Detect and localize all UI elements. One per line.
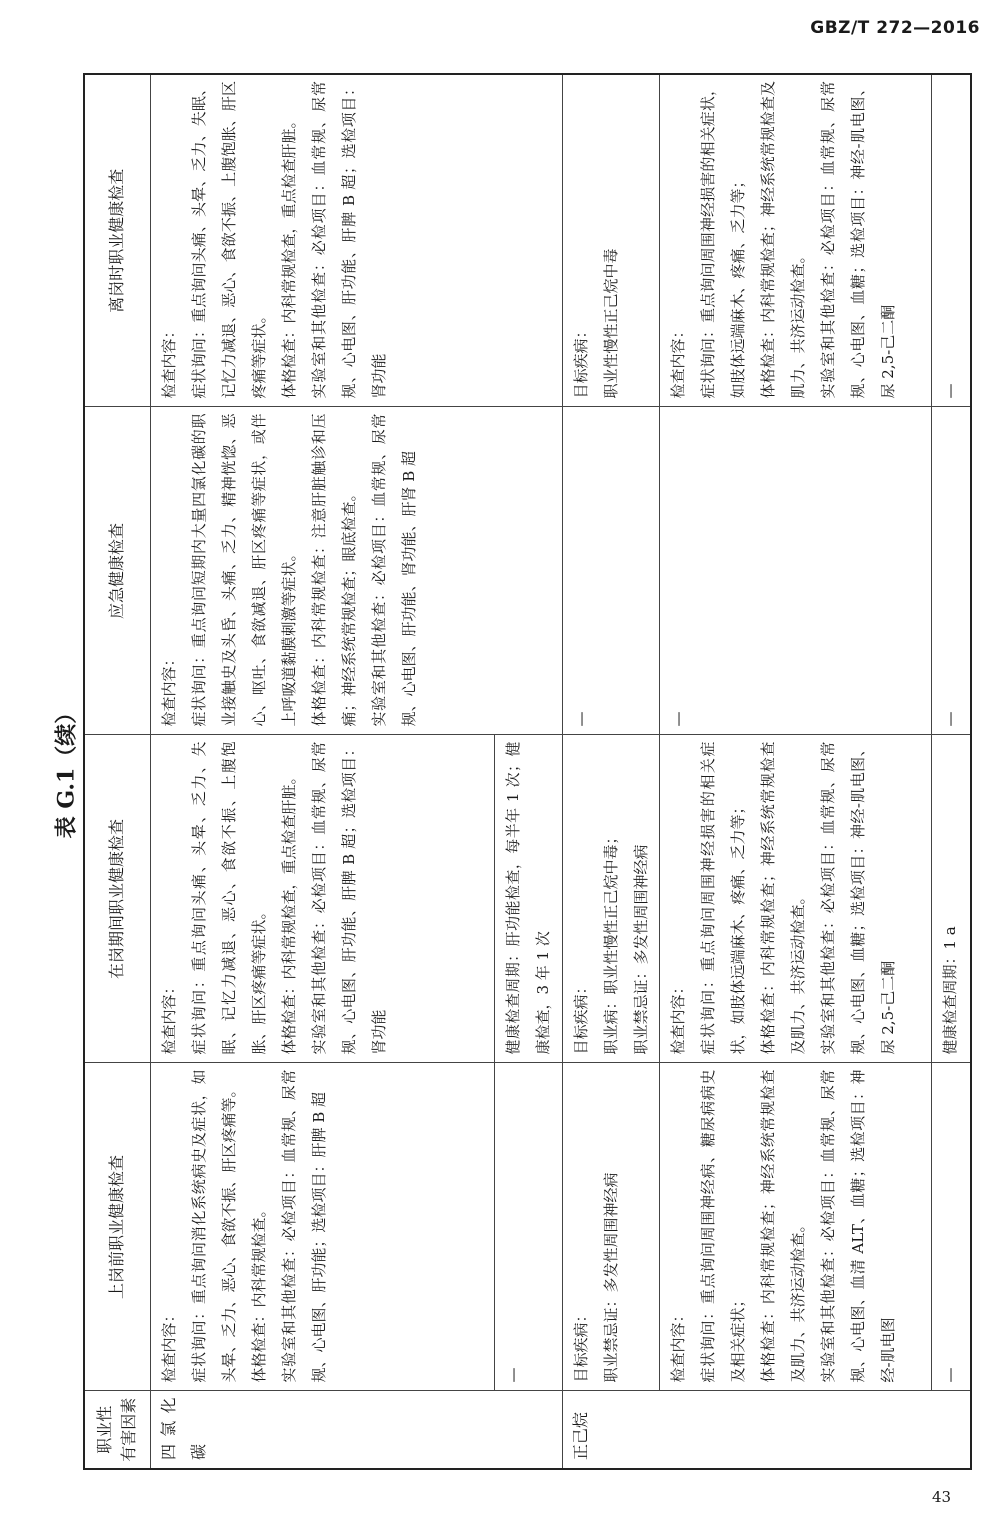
rotated-table-container [83,75,965,1470]
cell-hexane-emergency-exam: — [659,407,931,735]
text-line: 实验室和其他检查：必检项目：血常规、尿常规、心电图、血清 ALT、血糖；选检项目：神经-肌电图 [818,1069,897,1383]
text-line: 职业禁忌证：多发性周围神经病 [601,1172,620,1383]
text-line: 症状询问：重点询问消化系统病史及症状，如头晕、乏力、恶心、食欲不振、肝区疼痛等。 [189,1069,238,1383]
cell-hexane-during-exam [659,735,931,1063]
text-line: 症状询问：重点询问周围神经损害的相关症状，如肢体远端麻木、疼痛、乏力等； [698,81,747,399]
text-line: 症状询问：重点询问周围神经病、糖尿病病史及相关症状； [698,1069,747,1383]
table-caption-text: 表 G.1（续） [53,701,80,839]
cell-hexane-during-cycle: 健康检查周期：1 a [931,735,971,1063]
text-line: 检查内容： [159,1307,178,1383]
text-line: 体格检查：内科常规检查：注意肝脏触诊和压痛；神经系统常规检查；眼底检查。 [309,413,358,727]
header-hazard-factor [84,1391,150,1469]
cell-hexane-post-exam [659,74,931,407]
text-line: 体格检查：内科常规检查，重点检查肝脏。 [279,769,298,1055]
table-row-hexane-target [562,74,659,1469]
table-row-hexane-cycle [931,74,971,1469]
text-line: 实验室和其他检查：必检项目：血常规、尿常规、心电图、肝功能、肝脾 B 超；选检项目：肾功能 [309,741,388,1055]
cell-hexane-pre-exam [659,1063,931,1391]
text-line: 实验室和其他检查：必检项目：血常规、尿常规、心电图、血糖；选检项目：神经-肌电图、尿 2,5-己二酮 [818,741,897,1055]
cell-hexane-pre-target [562,1063,659,1391]
text-line: 检查内容： [668,979,687,1055]
factor-ccl4: 四氯化碳 [150,1391,562,1469]
factor-hexane: 正己烷 [562,1391,971,1469]
text-line: 症状询问：重点询问头痛、头晕、乏力、失眠、记忆力减退、恶心、食欲不振、上腹饱胀、肝区疼痛等症状。 [189,81,268,399]
text-line: 体格检查：内科常规检查；神经系统常规检查及肌力、共济运动检查。 [758,741,807,1055]
cell-ccl4-during-exam [150,735,494,1063]
table-row-hexane-exam [659,74,931,1469]
cell-ccl4-emergency-exam [150,407,562,735]
cell-ccl4-pre-exam [150,1063,494,1391]
cell-hexane-post-target [562,74,659,407]
text-line: 实验室和其他检查：必检项目：血常规、尿常规、心电图、血糖；选检项目：神经-肌电图、尿 2,5-己二酮 [818,81,897,399]
header-post-employment: 离岗时职业健康检查 [84,74,150,407]
cell-hexane-emergency-cycle: — [931,407,971,735]
text-line: 体格检查：内科常规检查，重点检查肝脏。 [279,113,298,399]
text-line: 体格检查：内科常规检查；神经系统常规检查及肌力、共济运动检查。 [758,81,807,399]
text-line: 目标疾病： [571,323,590,399]
text-line: 实验室和其他检查：必检项目：血常规、尿常规、心电图、肝功能；选检项目：肝脾 B 超 [279,1069,328,1383]
cell-hexane-post-cycle: — [931,74,971,407]
text-line: 职业病：职业性慢性正己烷中毒； [601,829,620,1055]
text-line: 检查内容： [668,1307,687,1383]
text-line: 职业禁忌证：多发性周围神经病 [631,844,650,1055]
text-line: 实验室和其他检查：必检项目：血常规、尿常规、心电图、肝功能、肾功能、肝肾 B 超 [369,413,418,727]
cell-ccl4-pre-cycle: — [494,1063,562,1391]
cell-hexane-pre-cycle: — [931,1063,971,1391]
text-line: 检查内容： [159,979,178,1055]
table-header-row [84,74,150,1469]
text-line: 实验室和其他检查：必检项目：血常规、尿常规、心电图、肝功能、肝脾 B 超；选检项目：肾功能 [309,81,388,399]
text-line: 体格检查：内科常规检查。 [249,1202,268,1383]
header-hazard-factor-line1: 职业性 有害因素 [95,1397,139,1462]
cell-hexane-emergency-target: — [562,407,659,735]
page-number: 43 [932,1488,952,1506]
text-line: 检查内容： [159,323,178,399]
table-row-ccl4-exam [150,74,494,1469]
text-line: 体格检查：内科常规检查；神经系统常规检查及肌力、共济运动检查。 [758,1069,807,1383]
header-during-employment: 在岗期间职业健康检查 [84,735,150,1063]
text-line: 症状询问：重点询问周围神经损害的相关症状，如肢体远端麻木、疼痛、乏力等； [698,741,747,1055]
standard-code: GBZ/T 272—2016 [810,18,980,38]
text-line: 症状询问：重点询问头痛、头晕、乏力、失眠、记忆力减退、恶心、食欲不振、上腹饱胀、肝区疼痛等症状。 [189,741,268,1055]
header-pre-employment: 上岗前职业健康检查 [84,1063,150,1391]
cell-ccl4-post-exam [150,74,562,407]
text-line: 检查内容： [159,651,178,727]
cell-ccl4-during-cycle: 健康检查周期：肝功能检查，每半年 1 次；健康检查，3 年 1 次 [494,735,562,1063]
text-line: 职业性慢性正己烷中毒 [601,248,620,399]
text-line: 目标疾病： [571,979,590,1055]
health-exam-table [83,73,972,1470]
header-emergency: 应急健康检查 [84,407,150,735]
text-line: 症状询问：重点询问短期内大量四氯化碳的职业接触史及头昏、头痛、乏力、精神恍惚、恶心、呕吐、食欲减退、肝区疼痛等症状，或伴上呼吸道黏膜刺激等症状。 [189,413,298,727]
text-line: 目标疾病： [571,1307,590,1383]
cell-hexane-during-target [562,735,659,1063]
text-line: 检查内容： [668,323,687,399]
